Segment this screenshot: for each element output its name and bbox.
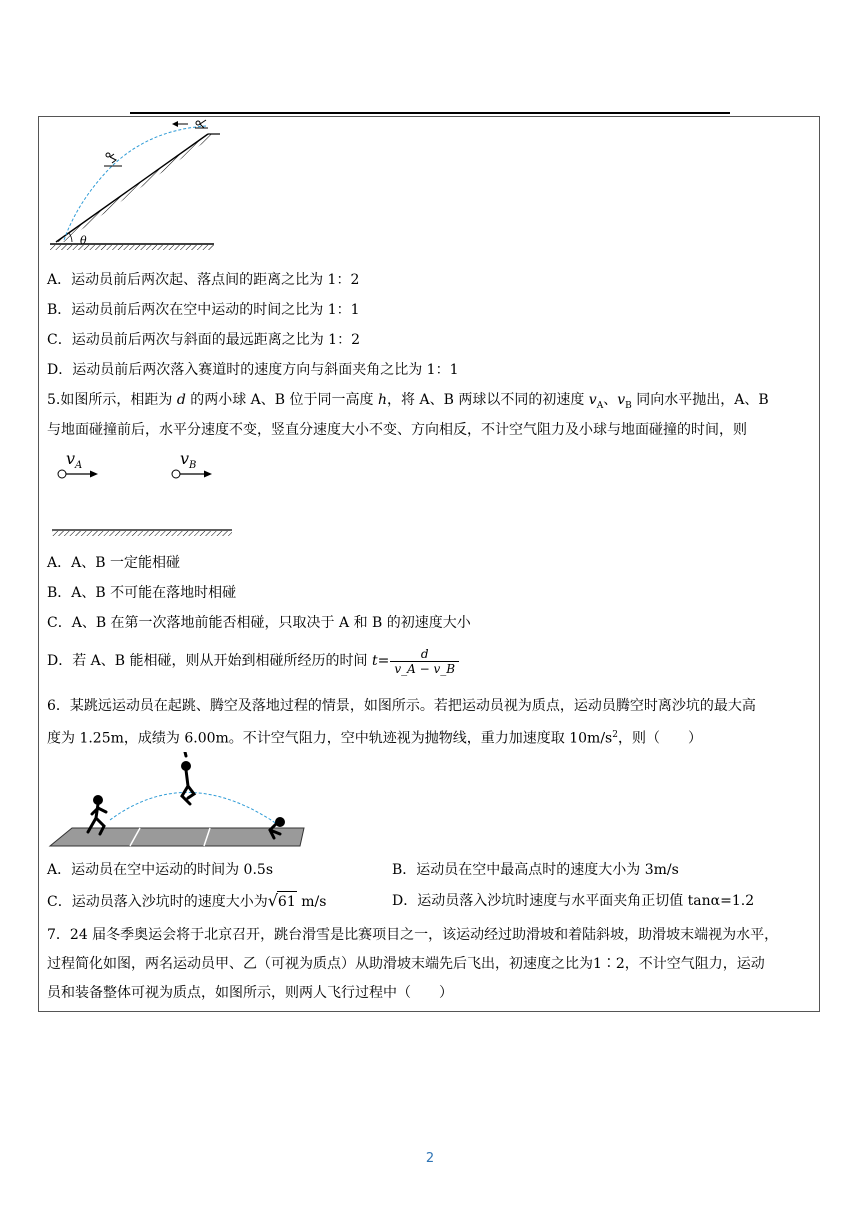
skier-top-icon: [195, 120, 208, 128]
skier-mid-icon: [104, 153, 122, 166]
va-label: $v_A$: [66, 449, 83, 471]
ball-a-icon: [58, 470, 98, 478]
q7-stem-line1: 7．24 届冬季奥运会将于北京召开，跳台滑雪是比赛项目之一，该运动经过助滑坡和着陆斜坡，助滑坡末端视为水平，: [47, 927, 779, 943]
q5-stem-line1: 5.如图所示，相距为 d 的两小球 A、B 位于同一高度 h，将 A、B 两球以不同的初速度 $v_A$、$v_B$ 同向水平抛出，A、B: [47, 392, 769, 411]
q5-option-d: D．若 A、B 能相碰，则从开始到相碰所经历的时间 t= $\frac{d}{v\_A - v\_B}$: [47, 645, 459, 677]
jumper-icon: [182, 752, 194, 804]
q5-option-b: B．A、B 不可能在落地时相碰: [47, 585, 237, 601]
q4-option-c: C．运动员前后两次与斜面的最远距离之比为 1：2: [47, 332, 360, 348]
sqrt-symbol: √: [267, 891, 278, 910]
page-number: 2: [425, 1151, 435, 1166]
q4-option-d: D．运动员前后两次落入赛道时的速度方向与斜面夹角之比为 1：1: [47, 362, 459, 378]
q6-option-c: C．运动员落入沙坑时的速度大小为√61 m/s: [47, 891, 327, 910]
jump-trajectory: [110, 792, 280, 826]
q5-option-c: C．A、B 在第一次落地前能否相碰，只取决于 A 和 B 的初速度大小: [47, 615, 471, 631]
q6-stem-line2: 度为 1.25m，成绩为 6.00m。不计空气阻力，空中轨迹视为抛物线，重力加速度取 $10m/s^2$，则（ ）: [47, 730, 702, 747]
ball-b-icon: [172, 470, 212, 478]
vb-label: $v_B$: [180, 449, 197, 471]
q4-option-a: A．运动员前后两次起、落点间的距离之比为 1：2: [47, 272, 360, 288]
q7-stem-line3: 员和装备整体可视为质点，如图所示，则两人飞行过程中（ ）: [47, 985, 453, 1001]
q6-option-d: D．运动员落入沙坑时速度与水平面夹角正切值 tanα=1.2: [392, 893, 755, 909]
header-rule: [130, 112, 730, 114]
q5-stem-line2: 与地面碰撞前后，水平分速度不变，竖直分速度大小不变、方向相反，不计空气阻力及小球与地面碰撞的时间，则: [47, 422, 747, 438]
q7-stem-line2: 过程简化如图，两名运动员甲、乙（可视为质点）从助滑坡末端先后飞出，初速度之比为1∶2，不计空气阻力，运动: [47, 956, 765, 972]
balls-figure: [50, 448, 240, 540]
q5-option-a: A．A、B 一定能相碰: [47, 555, 180, 571]
q6-stem-line1: 6．某跳远运动员在起跳、腾空及落地过程的情景，如图所示。若把运动员视为质点，运动员腾空时离沙坑的最大高: [47, 698, 756, 714]
q6-option-b: B．运动员在空中最高点时的速度大小为 3m/s: [392, 862, 679, 878]
time-fraction: $\frac{d}{v\_A - v\_B}$: [390, 647, 459, 676]
q6-option-a: A．运动员在空中运动的时间为 0.5s: [47, 862, 274, 878]
theta-label: θ: [80, 234, 87, 247]
long-jump-figure: [48, 752, 308, 848]
slope-figure: [48, 116, 224, 254]
q4-option-b: B．运动员前后两次在空中运动的时间之比为 1：1: [47, 302, 360, 318]
